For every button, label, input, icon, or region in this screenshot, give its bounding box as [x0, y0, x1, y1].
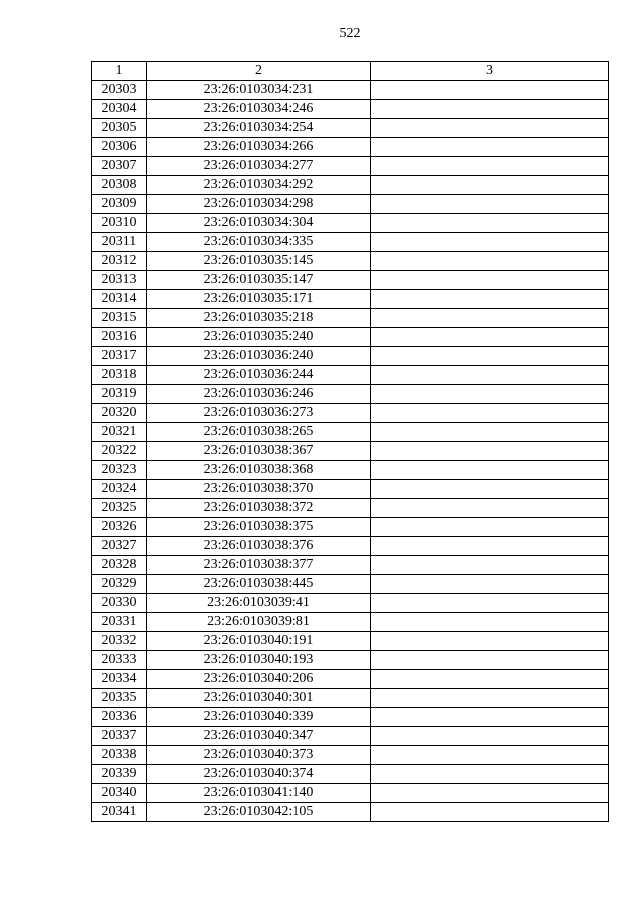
table-row — [92, 252, 609, 271]
table-row — [92, 309, 609, 328]
column-3-cell — [371, 708, 609, 727]
table-row — [92, 423, 609, 442]
cadastral-number-cell: 23:26:0103040:191 — [147, 632, 371, 651]
table-row — [92, 328, 609, 347]
table-row — [92, 176, 609, 195]
column-3-cell — [371, 233, 609, 252]
column-3-cell — [371, 537, 609, 556]
column-3-cell — [371, 746, 609, 765]
row-number-cell: 20317 — [92, 347, 147, 366]
row-number-cell: 20307 — [92, 157, 147, 176]
table-row — [92, 366, 609, 385]
cadastral-number-cell: 23:26:0103038:368 — [147, 461, 371, 480]
column-3-cell — [371, 271, 609, 290]
column-3-cell — [371, 556, 609, 575]
column-3-cell — [371, 385, 609, 404]
row-number-cell: 20314 — [92, 290, 147, 309]
table-row — [92, 480, 609, 499]
cadastral-number-cell: 23:26:0103039:81 — [147, 613, 371, 632]
cadastral-number-cell: 23:26:0103042:105 — [147, 803, 371, 822]
row-number-cell: 20338 — [92, 746, 147, 765]
row-number-cell: 20333 — [92, 651, 147, 670]
cadastral-number-cell: 23:26:0103040:347 — [147, 727, 371, 746]
table-row — [92, 746, 609, 765]
row-number-cell: 20318 — [92, 366, 147, 385]
row-number-cell: 20304 — [92, 100, 147, 119]
row-number-cell: 20319 — [92, 385, 147, 404]
row-number-cell: 20336 — [92, 708, 147, 727]
table-row — [92, 594, 609, 613]
column-3-cell — [371, 81, 609, 100]
column-3-cell — [371, 176, 609, 195]
column-3-cell — [371, 157, 609, 176]
row-number-cell: 20337 — [92, 727, 147, 746]
table-row — [92, 385, 609, 404]
table-row — [92, 575, 609, 594]
cadastral-number-cell: 23:26:0103040:373 — [147, 746, 371, 765]
table-row — [92, 613, 609, 632]
column-3-cell — [371, 803, 609, 822]
row-number-cell: 20323 — [92, 461, 147, 480]
table-row — [92, 404, 609, 423]
column-3-cell — [371, 670, 609, 689]
column-3-cell — [371, 252, 609, 271]
cadastral-number-cell: 23:26:0103040:374 — [147, 765, 371, 784]
column-3-cell — [371, 518, 609, 537]
column-3-cell — [371, 689, 609, 708]
column-3-cell — [371, 309, 609, 328]
cadastral-number-cell: 23:26:0103038:375 — [147, 518, 371, 537]
cadastral-number-cell: 23:26:0103038:377 — [147, 556, 371, 575]
table-row — [92, 651, 609, 670]
column-3-cell — [371, 119, 609, 138]
page-number: 522 — [339, 26, 361, 41]
column-3-cell — [371, 727, 609, 746]
table-row — [92, 727, 609, 746]
row-number-cell: 20339 — [92, 765, 147, 784]
column-3-cell — [371, 442, 609, 461]
cadastral-number-cell: 23:26:0103038:370 — [147, 480, 371, 499]
cadastral-number-cell: 23:26:0103035:147 — [147, 271, 371, 290]
table-row — [92, 271, 609, 290]
cadastral-number-cell: 23:26:0103035:171 — [147, 290, 371, 309]
column-3-cell — [371, 480, 609, 499]
cadastral-number-cell: 23:26:0103038:265 — [147, 423, 371, 442]
table-row — [92, 233, 609, 252]
column-3-cell — [371, 461, 609, 480]
row-number-cell: 20330 — [92, 594, 147, 613]
column-3-cell — [371, 328, 609, 347]
table-row — [92, 347, 609, 366]
row-number-cell: 20315 — [92, 309, 147, 328]
column-3-cell — [371, 784, 609, 803]
table-row — [92, 708, 609, 727]
table-row — [92, 537, 609, 556]
column-3-cell — [371, 100, 609, 119]
column-header-3: 3 — [371, 62, 609, 81]
table-row — [92, 290, 609, 309]
column-3-cell — [371, 195, 609, 214]
table-row — [92, 100, 609, 119]
table-row — [92, 784, 609, 803]
column-3-cell — [371, 594, 609, 613]
row-number-cell: 20312 — [92, 252, 147, 271]
column-3-cell — [371, 651, 609, 670]
cadastral-number-cell: 23:26:0103035:145 — [147, 252, 371, 271]
table-row — [92, 803, 609, 822]
column-3-cell — [371, 290, 609, 309]
column-3-cell — [371, 613, 609, 632]
cadastral-number-cell: 23:26:0103038:372 — [147, 499, 371, 518]
column-3-cell — [371, 366, 609, 385]
cadastral-number-cell: 23:26:0103034:335 — [147, 233, 371, 252]
row-number-cell: 20322 — [92, 442, 147, 461]
cadastral-number-cell: 23:26:0103036:244 — [147, 366, 371, 385]
table-row — [92, 632, 609, 651]
column-header-2: 2 — [147, 62, 371, 81]
column-3-cell — [371, 765, 609, 784]
row-number-cell: 20332 — [92, 632, 147, 651]
cadastral-number-cell: 23:26:0103034:304 — [147, 214, 371, 233]
row-number-cell: 20331 — [92, 613, 147, 632]
cadastral-number-cell: 23:26:0103034:266 — [147, 138, 371, 157]
table-row — [92, 138, 609, 157]
table-row — [92, 119, 609, 138]
row-number-cell: 20309 — [92, 195, 147, 214]
cadastral-number-cell: 23:26:0103036:240 — [147, 347, 371, 366]
column-3-cell — [371, 214, 609, 233]
cadastral-number-cell: 23:26:0103040:206 — [147, 670, 371, 689]
table-row — [92, 195, 609, 214]
table-row — [92, 556, 609, 575]
cadastral-number-cell: 23:26:0103038:376 — [147, 537, 371, 556]
column-3-cell — [371, 347, 609, 366]
column-3-cell — [371, 404, 609, 423]
table-row — [92, 442, 609, 461]
column-3-cell — [371, 632, 609, 651]
table-row — [92, 518, 609, 537]
data-table — [91, 61, 609, 822]
column-header-1: 1 — [92, 62, 147, 81]
cadastral-number-cell: 23:26:0103040:193 — [147, 651, 371, 670]
cadastral-number-cell: 23:26:0103034:246 — [147, 100, 371, 119]
row-number-cell: 20324 — [92, 480, 147, 499]
row-number-cell: 20316 — [92, 328, 147, 347]
row-number-cell: 20303 — [92, 81, 147, 100]
cadastral-number-cell: 23:26:0103036:273 — [147, 404, 371, 423]
table-body — [92, 81, 609, 822]
table-row — [92, 499, 609, 518]
row-number-cell: 20306 — [92, 138, 147, 157]
table-row — [92, 214, 609, 233]
cadastral-number-cell: 23:26:0103034:298 — [147, 195, 371, 214]
cadastral-number-cell: 23:26:0103034:231 — [147, 81, 371, 100]
cadastral-number-cell: 23:26:0103038:367 — [147, 442, 371, 461]
table-row — [92, 765, 609, 784]
row-number-cell: 20329 — [92, 575, 147, 594]
column-3-cell — [371, 575, 609, 594]
row-number-cell: 20310 — [92, 214, 147, 233]
cadastral-number-cell: 23:26:0103039:41 — [147, 594, 371, 613]
table-header — [92, 62, 609, 81]
cadastral-number-cell: 23:26:0103034:254 — [147, 119, 371, 138]
cadastral-number-cell: 23:26:0103035:218 — [147, 309, 371, 328]
table-row — [92, 689, 609, 708]
row-number-cell: 20321 — [92, 423, 147, 442]
cadastral-number-cell: 23:26:0103038:445 — [147, 575, 371, 594]
row-number-cell: 20308 — [92, 176, 147, 195]
cadastral-number-cell: 23:26:0103040:301 — [147, 689, 371, 708]
row-number-cell: 20305 — [92, 119, 147, 138]
cadastral-number-cell: 23:26:0103034:292 — [147, 176, 371, 195]
cadastral-number-cell: 23:26:0103036:246 — [147, 385, 371, 404]
cadastral-number-cell: 23:26:0103034:277 — [147, 157, 371, 176]
table-row — [92, 81, 609, 100]
cadastral-number-cell: 23:26:0103040:339 — [147, 708, 371, 727]
row-number-cell: 20313 — [92, 271, 147, 290]
row-number-cell: 20327 — [92, 537, 147, 556]
column-3-cell — [371, 138, 609, 157]
row-number-cell: 20326 — [92, 518, 147, 537]
table-row — [92, 670, 609, 689]
table-row — [92, 461, 609, 480]
header-row — [92, 62, 609, 81]
column-3-cell — [371, 499, 609, 518]
cadastral-number-cell: 23:26:0103035:240 — [147, 328, 371, 347]
row-number-cell: 20325 — [92, 499, 147, 518]
table-row — [92, 157, 609, 176]
row-number-cell: 20320 — [92, 404, 147, 423]
row-number-cell: 20341 — [92, 803, 147, 822]
cadastral-number-cell: 23:26:0103041:140 — [147, 784, 371, 803]
row-number-cell: 20311 — [92, 233, 147, 252]
row-number-cell: 20334 — [92, 670, 147, 689]
column-3-cell — [371, 423, 609, 442]
row-number-cell: 20335 — [92, 689, 147, 708]
row-number-cell: 20340 — [92, 784, 147, 803]
row-number-cell: 20328 — [92, 556, 147, 575]
